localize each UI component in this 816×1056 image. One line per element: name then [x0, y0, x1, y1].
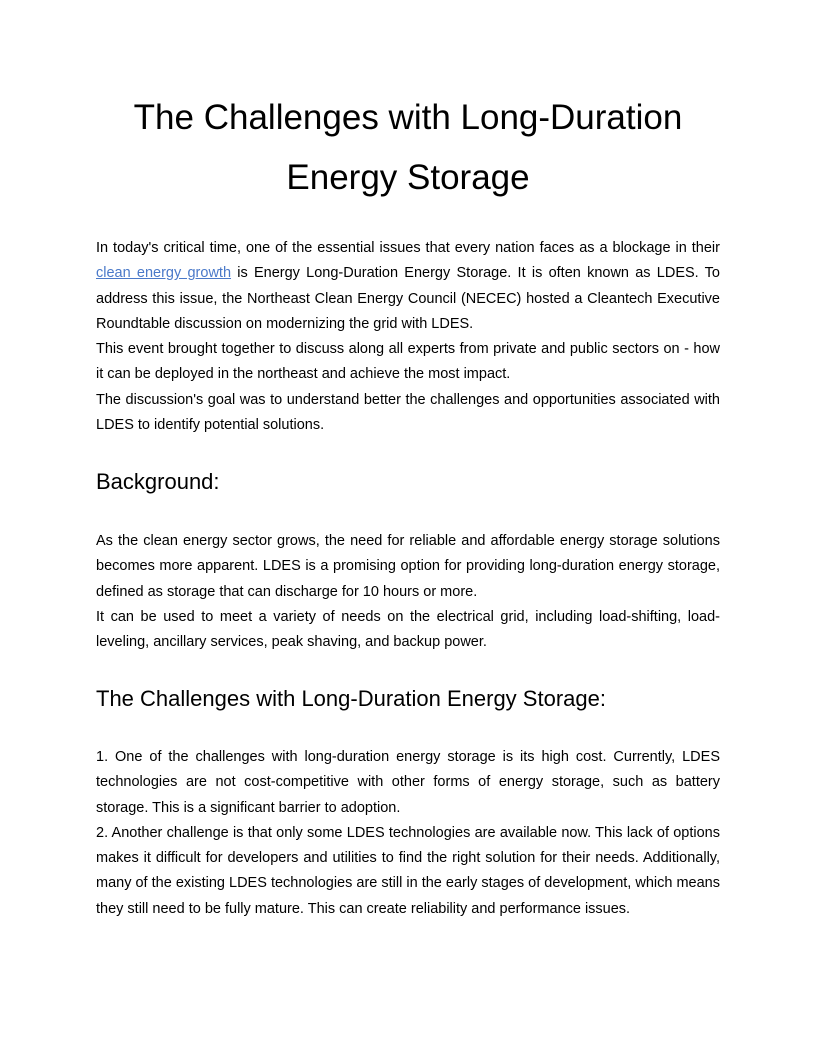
clean-energy-growth-link[interactable]: clean energy growth: [96, 265, 232, 282]
intro-paragraph-3: The discussion's goal was to understand better the challenges and opportunities associated with LDES to identify potential solutions.: [96, 391, 720, 434]
background-paragraph-1: As the clean energy sector grows, the need for reliable and affordable energy storage solutions becomes more apparent. LDES is a promising option for providing long-duration energy storage, defined as storage that can discharge for 10 hours or more.: [96, 533, 720, 600]
background-section: [96, 529, 720, 655]
challenges-section: [96, 745, 720, 922]
intro-paragraph-1: [96, 236, 720, 337]
intro-section: [96, 236, 720, 438]
challenge-item-2: 2. Another challenge is that only some LDES technologies are available now. This lack of options makes it difficult for developers and utilities to find the right solution for their needs. Additionally, many of the existing LDES technologies are still in the early stages of development, which means they still need to be fully mature. This can create reliability and performance issues.: [96, 824, 720, 917]
background-heading: Background:: [96, 469, 220, 494]
challenges-heading: The Challenges with Long-Duration Energy Storage:: [96, 686, 606, 711]
intro-text-before-link: In today's critical time, one of the essential issues that every nation faces as a blockage in their: [96, 240, 720, 256]
intro-paragraph-2: This event brought together to discuss along all experts from private and public sectors on - how it can be deployed in the northeast and achieve the most impact.: [96, 341, 720, 383]
intro-text-after-link: is Energy Long-Duration Energy Storage. It is often known as LDES. To address this issue, the Northeast Clean Energy Council (NECEC) hosted a Cleantech Executive Roundtable discussion on modernizing the grid with LDES.: [96, 265, 720, 332]
document-title: The Challenges with Long-Duration Energy Storage: [133, 98, 683, 197]
challenge-item-1: 1. One of the challenges with long-duration energy storage is its high cost. Currently, LDES technologies are not cost-competitive with other forms of energy storage, such as battery storage. This is a significant barrier to adoption.: [96, 749, 720, 816]
background-paragraph-2: It can be used to meet a variety of needs on the electrical grid, including load-shifting, load-leveling, ancillary services, peak shaving, and backup power.: [96, 608, 720, 651]
